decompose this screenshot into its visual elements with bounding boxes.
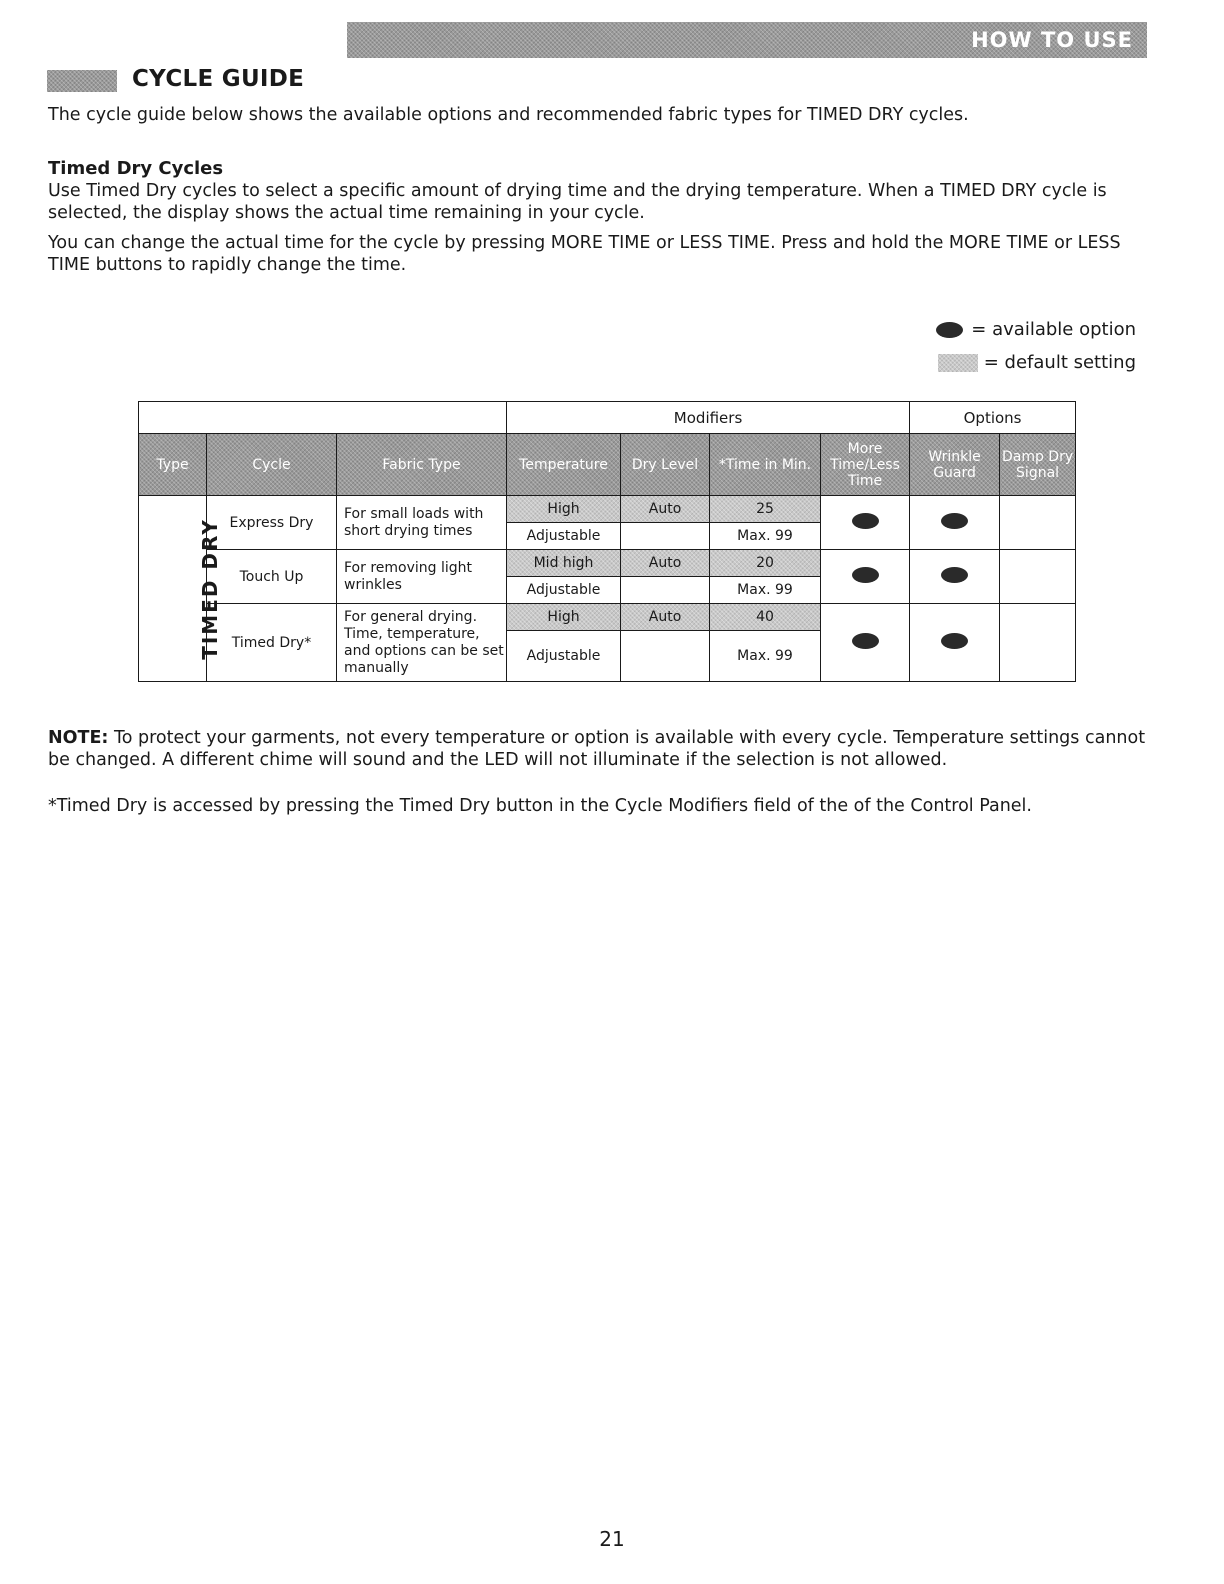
- legend-default: [936, 346, 1136, 379]
- cycle-name: Express Dry: [207, 496, 337, 550]
- available-dot-icon: [941, 513, 968, 529]
- type-label: TIMED DRY: [197, 517, 222, 660]
- group-blank: [139, 402, 507, 434]
- more-less-cell: [821, 550, 910, 604]
- note: [48, 727, 1158, 771]
- fabric-type: For small loads with short drying times: [337, 496, 507, 550]
- timed-dry-paragraph-1: Use Timed Dry cycles to select a specific amount of drying time and the drying temperature. When a TIMED DRY cycle is selected, the display shows the actual time remaining in your cycle.: [48, 181, 1107, 223]
- legend: [936, 313, 1136, 379]
- timed-dry-paragraph-2: You can change the actual time for the cycle by pressing MORE TIME or LESS TIME. Press and hold the MORE TIME or LESS TIME buttons to rapidly change the time.: [48, 233, 1121, 275]
- temp-default: High: [507, 496, 621, 523]
- wrinkle-cell: [910, 496, 1000, 550]
- col-wrinkle-guard: Wrinkle Guard: [910, 434, 1000, 496]
- title-marker: [47, 70, 117, 92]
- page-title: CYCLE GUIDE: [132, 66, 305, 92]
- dry-range: [621, 523, 710, 550]
- dry-range: [621, 631, 710, 682]
- temp-default: Mid high: [507, 550, 621, 577]
- temp-default: High: [507, 604, 621, 631]
- damp-cell: [1000, 496, 1076, 550]
- available-dot-icon: [852, 513, 879, 529]
- dry-default: Auto: [621, 496, 710, 523]
- available-dot-icon: [852, 633, 879, 649]
- section-label: HOW TO USE: [971, 28, 1133, 52]
- group-modifiers: Modifiers: [507, 402, 910, 434]
- cycle-guide-table: [138, 401, 1076, 682]
- fabric-type: For general drying. Time, temperature, and options can be set manually: [337, 604, 507, 682]
- legend-default-label: = default setting: [983, 352, 1136, 373]
- col-more-less-time: More Time/Less Time: [821, 434, 910, 496]
- col-dry-level: Dry Level: [621, 434, 710, 496]
- col-time: *Time in Min.: [710, 434, 821, 496]
- time-default: 20: [710, 550, 821, 577]
- type-cell: [139, 496, 222, 682]
- cycle-name: Touch Up: [207, 550, 337, 604]
- more-less-cell: [821, 496, 910, 550]
- fabric-type: For removing light wrinkles: [337, 550, 507, 604]
- wrinkle-cell: [910, 604, 1000, 682]
- cycle-name: Timed Dry*: [207, 604, 337, 682]
- intro-text: The cycle guide below shows the available options and recommended fabric types for TIMED DRY cycles.: [48, 105, 969, 125]
- col-cycle: Cycle: [207, 434, 337, 496]
- dry-range: [621, 577, 710, 604]
- temp-range: Adjustable: [507, 577, 621, 604]
- legend-available-label: = available option: [971, 319, 1136, 340]
- damp-cell: [1000, 550, 1076, 604]
- note-text: To protect your garments, not every temperature or option is available with every cycle. Temperature settings cannot be changed. A different chime will sound and the LED will not illuminate if the selection is not allowed.: [48, 728, 1146, 770]
- group-options: Options: [910, 402, 1076, 434]
- damp-cell: [1000, 604, 1076, 682]
- hatch-swatch-icon: [938, 354, 978, 372]
- time-default: 40: [710, 604, 821, 631]
- time-range: Max. 99: [710, 577, 821, 604]
- available-dot-icon: [852, 567, 879, 583]
- wrinkle-cell: [910, 550, 1000, 604]
- time-range: Max. 99: [710, 631, 821, 682]
- section-banner: [347, 22, 1147, 58]
- filled-dot-icon: [936, 322, 963, 338]
- temp-range: Adjustable: [507, 631, 621, 682]
- note-label: NOTE:: [48, 728, 109, 748]
- dry-default: Auto: [621, 604, 710, 631]
- available-dot-icon: [941, 633, 968, 649]
- time-range: Max. 99: [710, 523, 821, 550]
- page-number: 21: [599, 1527, 625, 1551]
- timed-dry-heading: Timed Dry Cycles: [48, 158, 224, 179]
- temp-range: Adjustable: [507, 523, 621, 550]
- more-less-cell: [821, 604, 910, 682]
- available-dot-icon: [941, 567, 968, 583]
- col-damp-dry-signal: Damp Dry Signal: [1000, 434, 1076, 496]
- col-fabric-type: Fabric Type: [337, 434, 507, 496]
- dry-default: Auto: [621, 550, 710, 577]
- col-temperature: Temperature: [507, 434, 621, 496]
- col-type: Type: [139, 434, 207, 496]
- time-default: 25: [710, 496, 821, 523]
- legend-available: [936, 313, 1136, 346]
- footnote: *Timed Dry is accessed by pressing the Timed Dry button in the Cycle Modifiers field of the of the Control Panel.: [48, 796, 1032, 816]
